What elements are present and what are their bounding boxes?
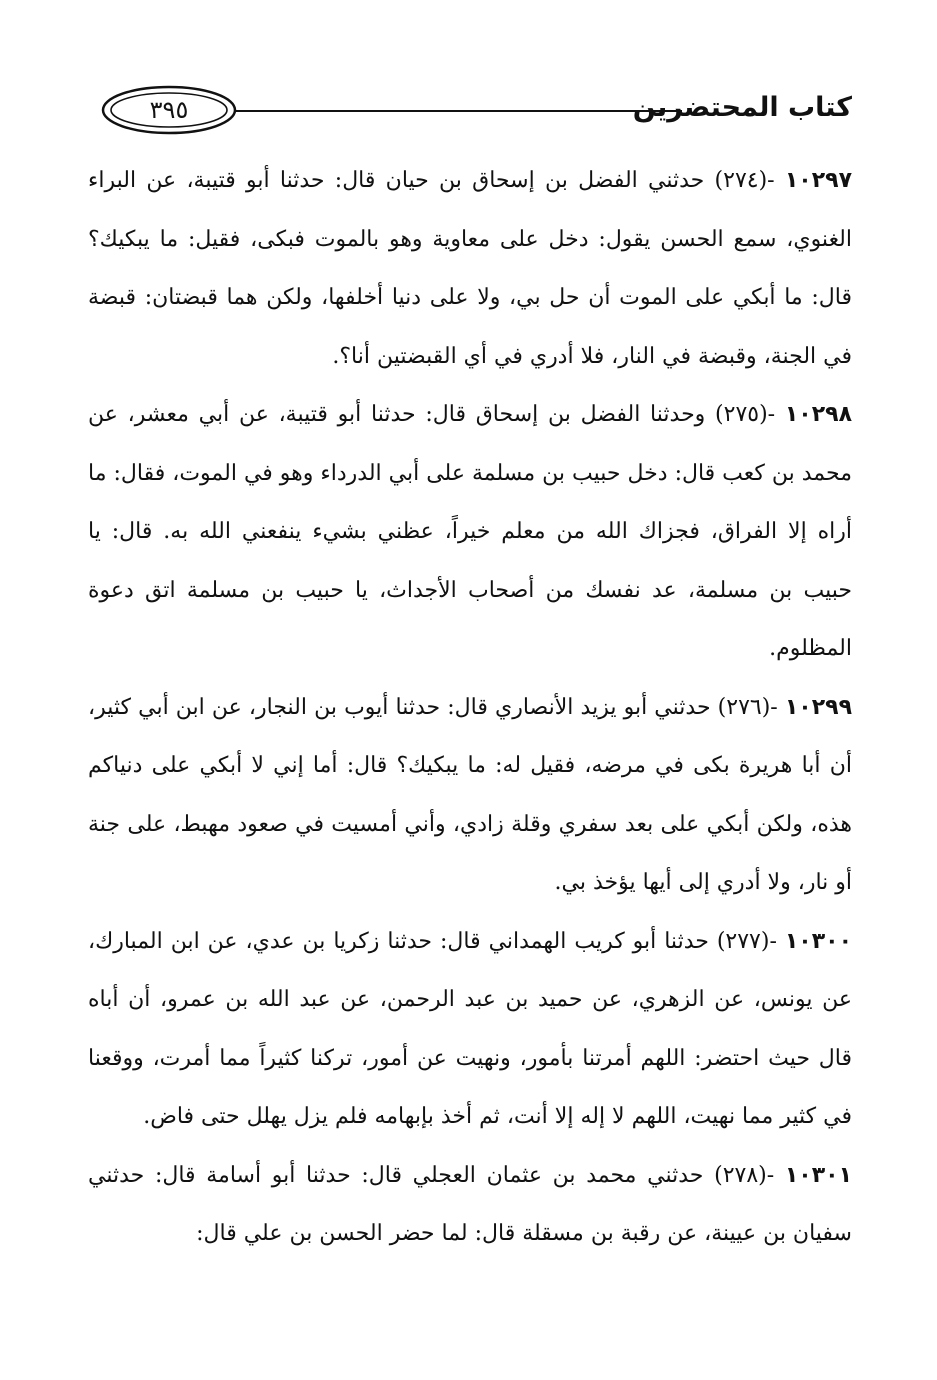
page-header [100, 84, 852, 136]
entry [88, 913, 852, 1147]
entry-number: ١٠٢٩٨ [784, 402, 852, 427]
entry-text: -(٢٧٤) حدثني الفضل بن إسحاق بن حيان قال: حدثنا أبو قتيبة، عن البراء الغنوي، سمع الحسن يقول: دخل على معاوية وهو بالموت فبكى، فقيل: ما يبكيك؟ قال: ما أبكي على الموت أن حل بي، ولا على دنيا أخلفها، ولكن هما قبضتان: قبضة في الجنة، وقبضة في النار، فلا أدري في أي القبضتين أنا؟. [88, 168, 852, 369]
book-title: كتاب المحتضرين [632, 92, 852, 123]
entry-number: ١٠٣٠١ [784, 1162, 852, 1188]
entry-text: -(٢٧٨) حدثني محمد بن عثمان العجلي قال: حدثنا أبو أسامة قال: حدثني سفيان بن عيينة، عن رقبة بن مسقلة قال: لما حضر الحسن بن علي قال: [88, 1162, 852, 1246]
entry [88, 152, 852, 386]
page-number: ٣٩٥ [149, 96, 189, 124]
entry-text: -(٢٧٥) وحدثنا الفضل بن إسحاق قال: حدثنا أبو قتيبة، عن أبي معشر، عن محمد بن كعب قال: دخل حبيب بن مسلمة على أبي الدرداء وهو في الموت، فقال: ما أراه إلا الفراق، فجزاك الله من معلم خيراً، عظني بشيء ينفعني الله به. قال: يا حبيب بن مسلمة، عد نفسك من أصحاب الأجداث، يا حبيب بن مسلمة اتق دعوة المظلوم. [88, 402, 852, 661]
entry-text: -(٢٧٦) حدثني أبو يزيد الأنصاري قال: حدثنا أيوب بن النجار، عن ابن أبي كثير، أن أبا هريرة بكى في مرضه، فقيل له: ما يبكيك؟ قال: أما إني لا أبكي على دنياكم هذه، ولكن أبكي على بعد سفري وقلة زادي، وأني أمسيت في صعود مهبط، على جنة أو نار، ولا أدري إلى أيها يؤخذ بي. [88, 694, 852, 895]
entry [88, 386, 852, 679]
entry-number: ١٠٢٩٩ [784, 694, 852, 720]
header-rule [236, 110, 682, 112]
entry [88, 1147, 852, 1264]
page-number-ring [100, 84, 238, 136]
entry [88, 679, 852, 913]
page-body [88, 152, 852, 1264]
entry-text: -(٢٧٧) حدثنا أبو كريب الهمداني قال: حدثنا زكريا بن عدي، عن ابن المبارك، عن يونس، عن الزهري، عن حميد بن عبد الرحمن، عن عبد الله بن عمرو، أن أباه قال حيث احتضر: اللهم أمرتنا بأمور، ونهيت عن أمور، تركنا كثيراً مما أمرت، ووقعنا في كثير مما نهيت، اللهم لا إله إلا أنت، ثم أخذ بإبهامه فلم يزل يهلل حتى فاض. [88, 928, 852, 1129]
entry-number: ١٠٣٠٠ [784, 928, 852, 954]
entry-number: ١٠٢٩٧ [784, 168, 852, 193]
